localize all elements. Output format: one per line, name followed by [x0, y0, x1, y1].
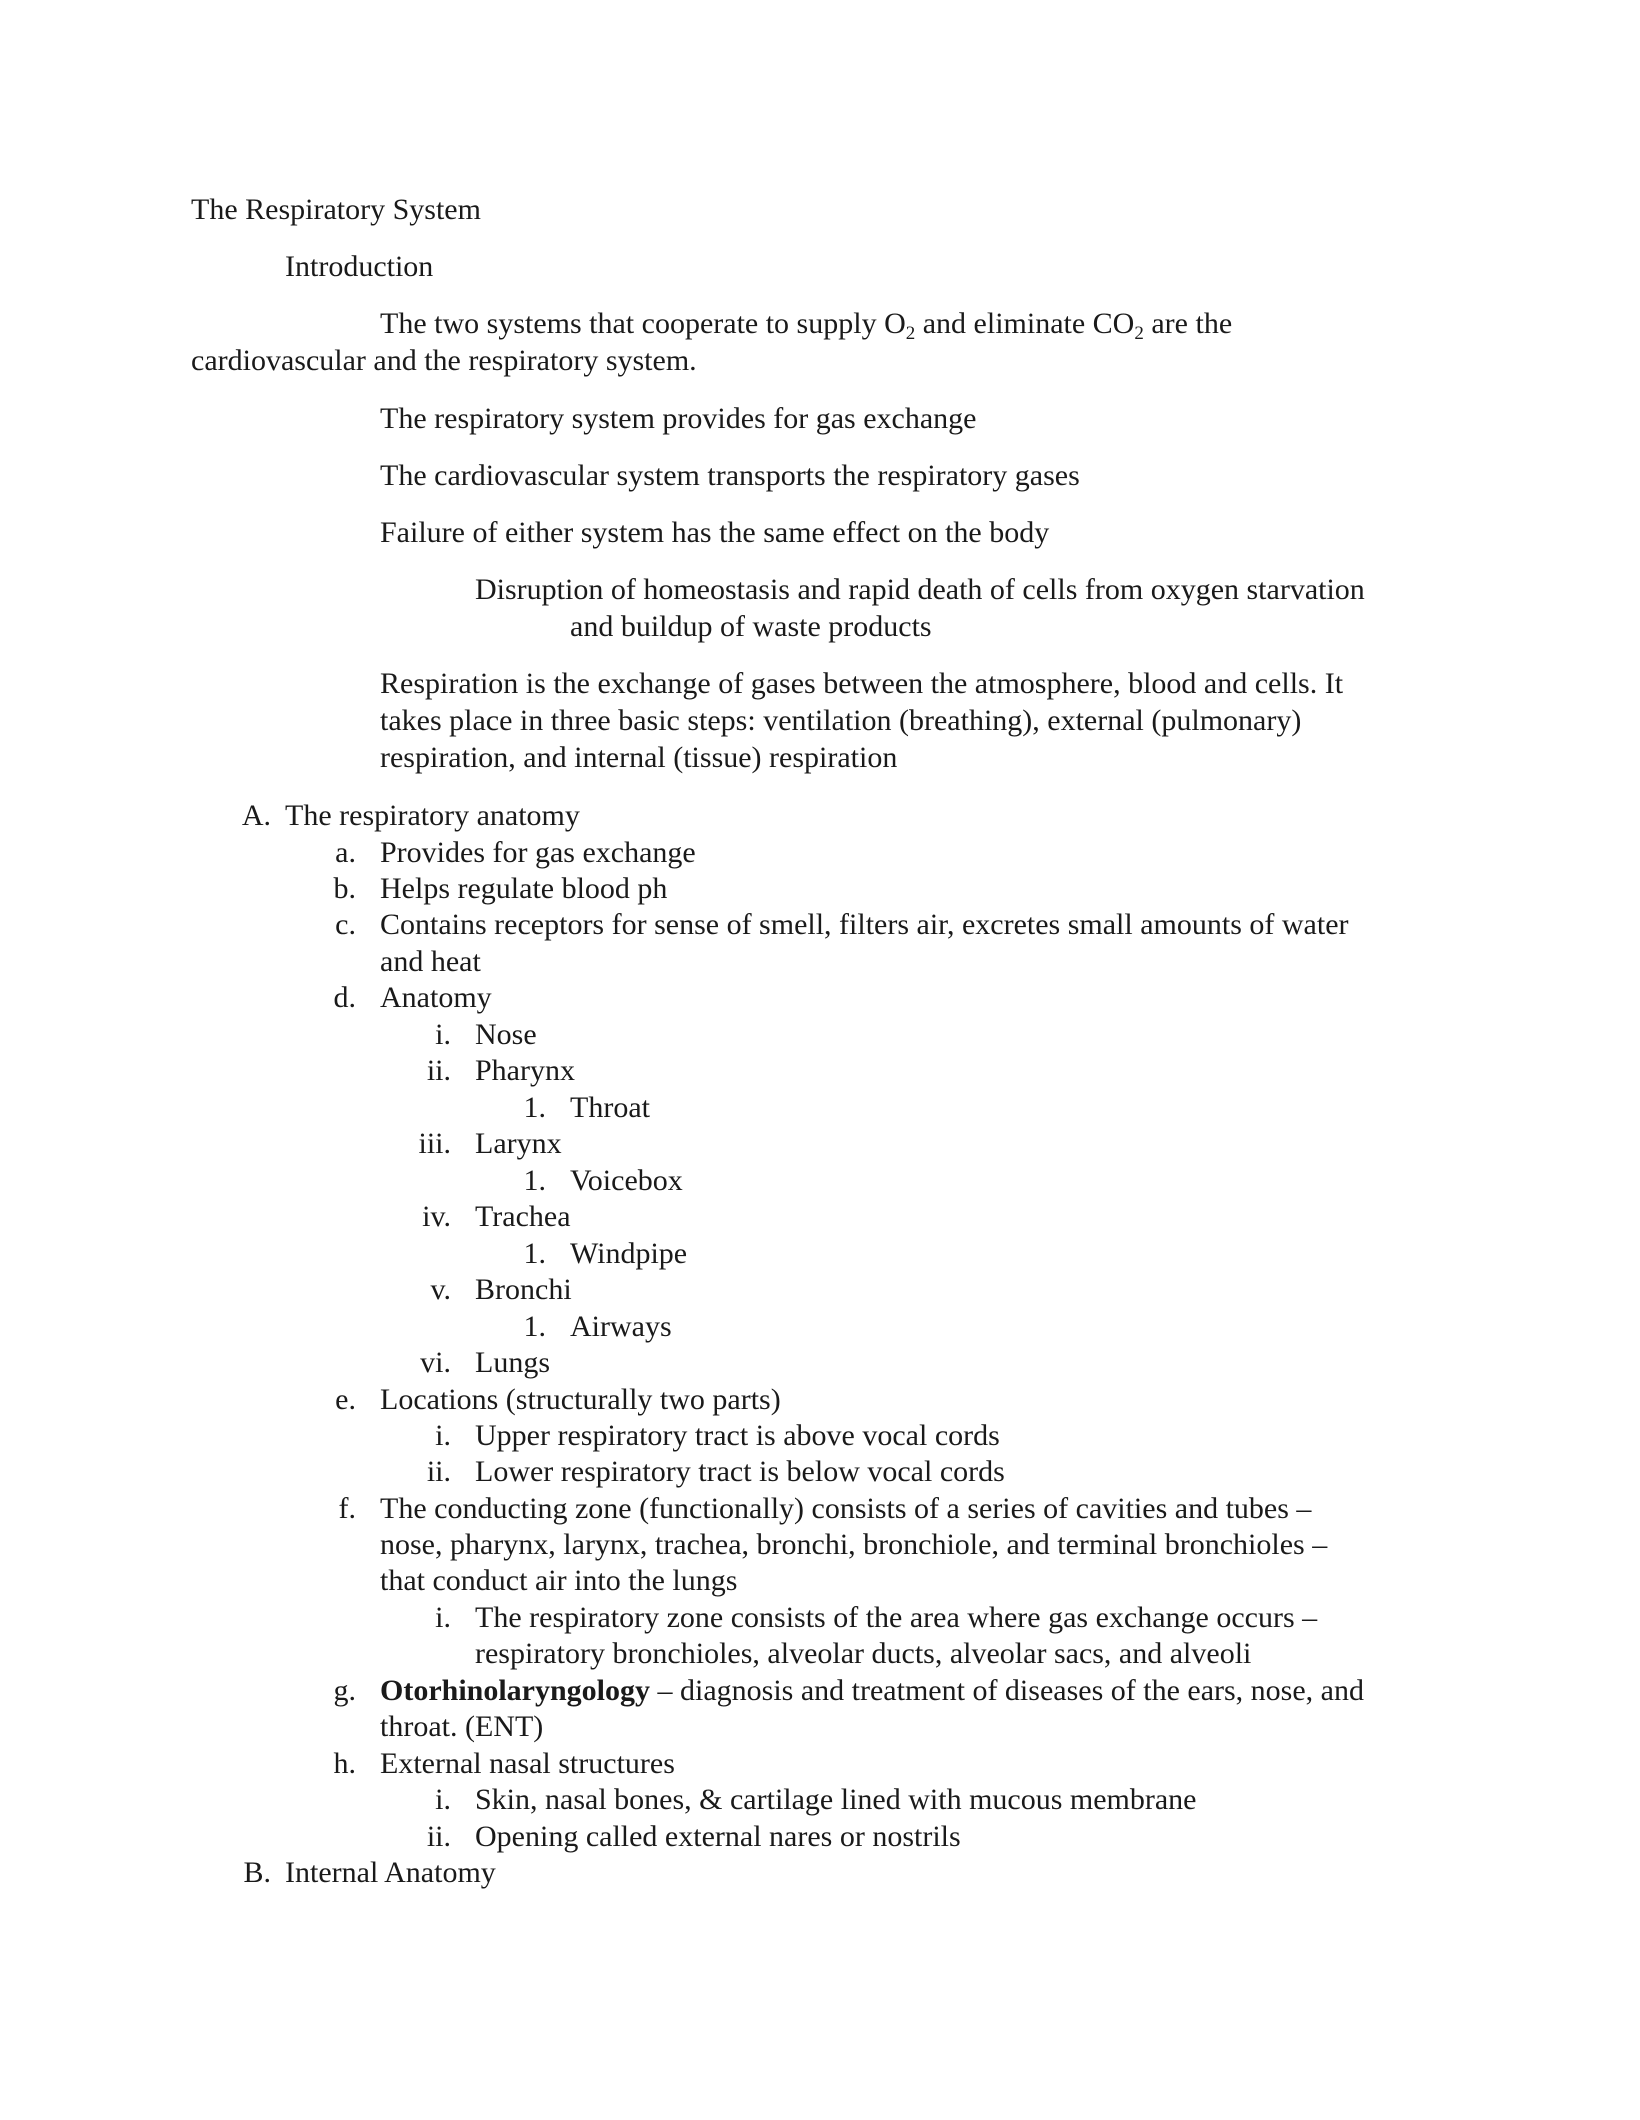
outline-item-c-line-1: Contains receptors for sense of smell, filters air, excretes small amounts of water — [380, 908, 1349, 941]
document-title: The Respiratory System — [191, 193, 481, 226]
outline-item-d-vi: Lungs — [475, 1346, 550, 1379]
outline-item-g-line-1: Otorhinolaryngology – diagnosis and treatment of diseases of the ears, nose, and — [380, 1674, 1364, 1707]
outline-marker-d-v-1: 1. — [523, 1310, 546, 1343]
intro-paragraph-4: Failure of either system has the same effect on the body — [380, 516, 1050, 549]
outline-marker-d-v: v. — [430, 1273, 451, 1306]
outline-item-h: External nasal structures — [380, 1747, 675, 1780]
outline-marker-B: B. — [243, 1856, 271, 1889]
outline-marker-A: A. — [241, 799, 271, 832]
outline-marker-a: a. — [335, 836, 356, 869]
intro-paragraph-5-line-2: and buildup of waste products — [570, 610, 932, 643]
intro-paragraph-6-line-2: takes place in three basic steps: ventilation (breathing), external (pulmonary) — [380, 704, 1302, 737]
outline-item-d-v-1: Airways — [570, 1310, 672, 1343]
outline-marker-e-ii: ii. — [426, 1455, 451, 1488]
outline-item-e: Locations (structurally two parts) — [380, 1383, 781, 1416]
intro-paragraph-6-line-1: Respiration is the exchange of gases between the atmosphere, blood and cells. It — [380, 667, 1344, 700]
outline-marker-f-i: i. — [435, 1601, 451, 1634]
outline-item-h-i: Skin, nasal bones, & cartilage lined with mucous membrane — [475, 1783, 1197, 1816]
outline-item-d-iv-1: Windpipe — [570, 1237, 688, 1270]
outline-marker-d-ii: ii. — [426, 1054, 451, 1087]
outline-item-f-line-1: The conducting zone (functionally) consists of a series of cavities and tubes – — [380, 1492, 1312, 1525]
outline-item-B: Internal Anatomy — [285, 1856, 496, 1889]
outline-item-d-iii-1: Voicebox — [570, 1164, 683, 1197]
outline-item-d-iv: Trachea — [475, 1200, 571, 1233]
outline-marker-d-iii: iii. — [418, 1127, 451, 1160]
term-otorhinolaryngology: Otorhinolaryngology — [380, 1674, 651, 1707]
outline-item-A: The respiratory anatomy — [285, 799, 580, 832]
outline-item-d-ii-1: Throat — [570, 1091, 650, 1124]
outline-marker-e-i: i. — [435, 1419, 451, 1452]
outline-marker-g: g. — [333, 1674, 356, 1707]
outline-marker-d: d. — [333, 981, 356, 1014]
outline-item-f-line-3: that conduct air into the lungs — [380, 1564, 738, 1597]
outline-item-c-line-2: and heat — [380, 945, 481, 978]
outline-item-f-i-line-2: respiratory bronchioles, alveolar ducts, alveolar sacs, and alveoli — [475, 1637, 1252, 1670]
outline-marker-d-iii-1: 1. — [523, 1164, 546, 1197]
outline-marker-e: e. — [335, 1383, 356, 1416]
outline-marker-c: c. — [335, 908, 356, 941]
outline-item-d: Anatomy — [380, 981, 492, 1014]
outline-marker-b: b. — [333, 872, 356, 905]
outline-item-g-line-2: throat. (ENT) — [380, 1710, 544, 1743]
outline-item-h-ii: Opening called external nares or nostrils — [475, 1820, 961, 1853]
intro-paragraph-2: The respiratory system provides for gas exchange — [380, 402, 977, 435]
outline-marker-d-iv-1: 1. — [523, 1237, 546, 1270]
outline-marker-d-iv: iv. — [422, 1200, 451, 1233]
outline-item-d-i: Nose — [475, 1018, 537, 1051]
outline-marker-d-ii-1: 1. — [523, 1091, 546, 1124]
intro-paragraph-5-line-1: Disruption of homeostasis and rapid death of cells from oxygen starvation — [475, 573, 1365, 606]
outline-marker-d-vi: vi. — [420, 1346, 451, 1379]
outline-item-f-i-line-1: The respiratory zone consists of the area where gas exchange occurs – — [475, 1601, 1318, 1634]
outline-marker-h-ii: ii. — [426, 1820, 451, 1853]
outline-marker-h: h. — [333, 1747, 356, 1780]
outline-marker-h-i: i. — [435, 1783, 451, 1816]
intro-paragraph-6-line-3: respiration, and internal (tissue) respiration — [380, 741, 898, 774]
outline-item-e-ii: Lower respiratory tract is below vocal cords — [475, 1455, 1005, 1488]
intro-heading: Introduction — [285, 250, 434, 283]
outline-marker-d-i: i. — [435, 1018, 451, 1051]
intro-paragraph-1-line-2: cardiovascular and the respiratory system. — [191, 344, 697, 377]
outline-item-b: Helps regulate blood ph — [380, 872, 668, 905]
intro-paragraph-3: The cardiovascular system transports the respiratory gases — [380, 459, 1080, 492]
outline-item-a: Provides for gas exchange — [380, 836, 696, 869]
outline-item-e-i: Upper respiratory tract is above vocal cords — [475, 1419, 1000, 1452]
outline-item-d-v: Bronchi — [475, 1273, 572, 1306]
intro-paragraph-1-line-1: The two systems that cooperate to supply $O_2$ and eliminate $CO_2$ are the — [380, 307, 1233, 344]
outline-item-d-ii: Pharynx — [475, 1054, 575, 1087]
outline-marker-f: f. — [338, 1492, 356, 1525]
outline-item-d-iii: Larynx — [475, 1127, 562, 1160]
outline-item-f-line-2: nose, pharynx, larynx, trachea, bronchi, bronchiole, and terminal bronchioles – — [380, 1528, 1328, 1561]
